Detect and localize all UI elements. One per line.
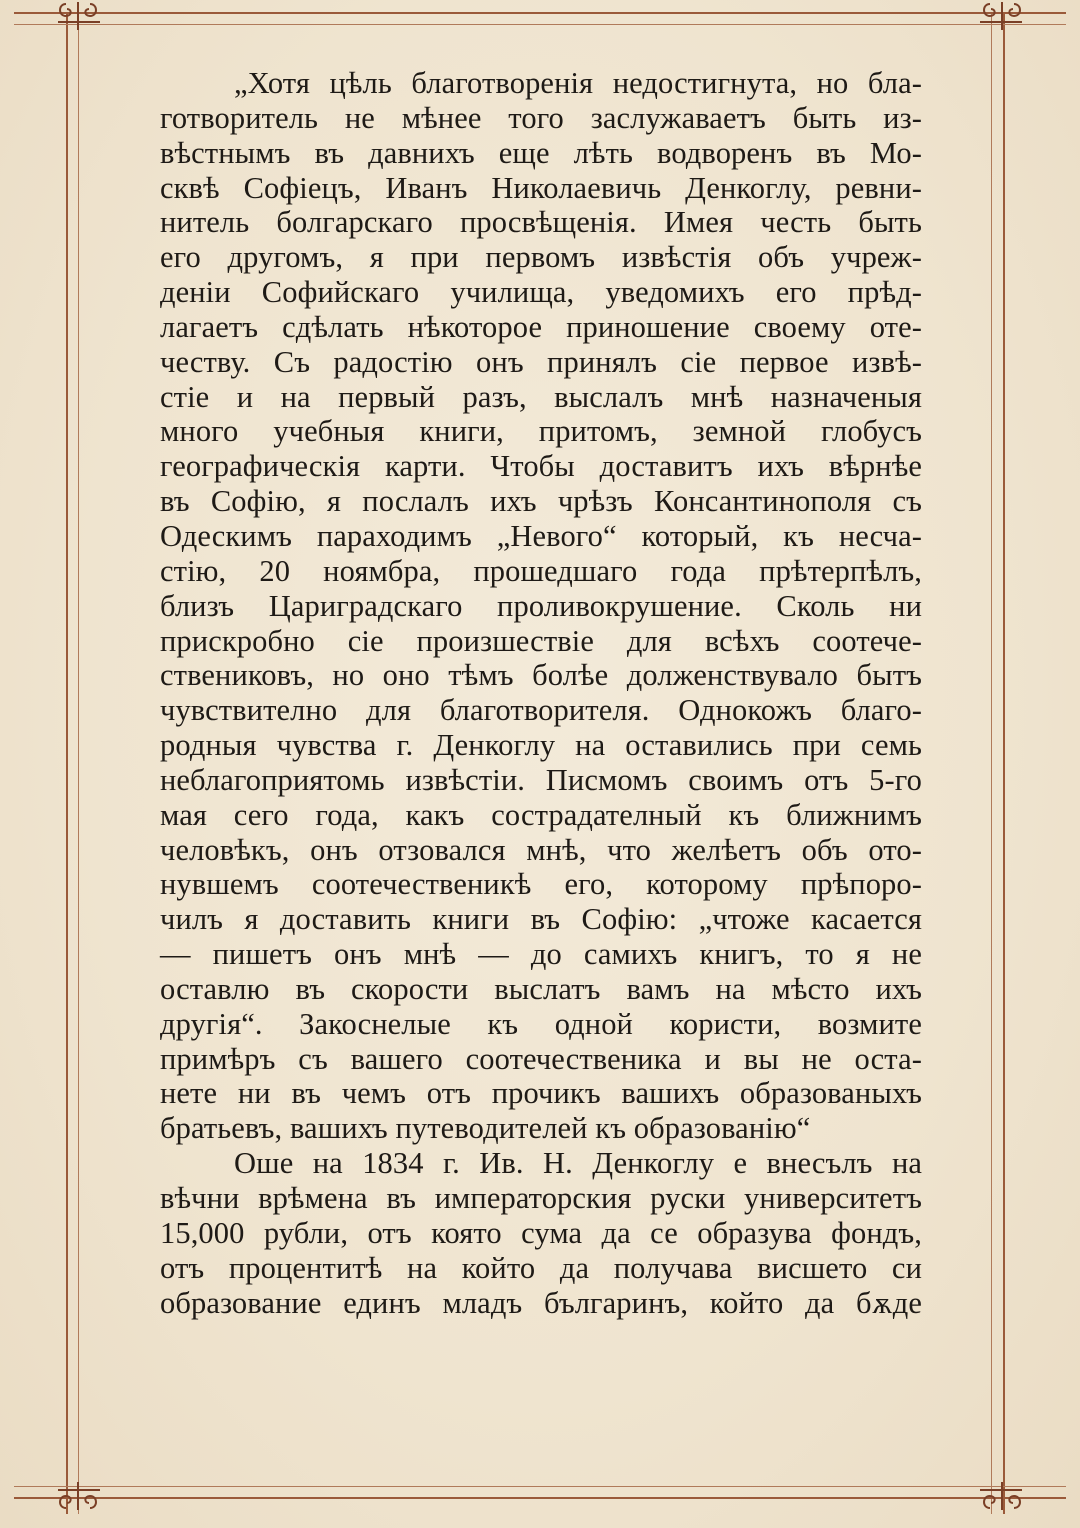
text-line: — пишетъ онъ мнѣ — до самихъ книгъ, то я не xyxy=(160,937,922,972)
text-line: Одескимъ параходимъ „Невого“ который, къ несча- xyxy=(160,518,922,553)
text-line: человѣкъ, онъ отзовался мнѣ, что желѣетъ объ ото- xyxy=(160,832,922,867)
text-line: оставлю въ скорости выслатъ вамъ на мѣсто ихъ xyxy=(160,971,922,1006)
text-line: чилъ я доставить книги въ Софію: „чтоже касается xyxy=(160,902,922,937)
text-line: нитель болгарскаго просвѣщенія. Имея честь быть xyxy=(160,205,922,240)
text-line: чувствително для благотворителя. Однокожъ благо- xyxy=(160,693,922,728)
text-line: прискробно сіе произшествіе для всѣхъ соотече- xyxy=(160,623,922,658)
frame-line-bottom-outer xyxy=(14,1497,1066,1499)
corner-ornament-top-right-icon xyxy=(972,0,1032,34)
text-line: нувшемъ соотечественикѣ его, которому прѣпоро- xyxy=(160,867,922,902)
text-line: Оше на 1834 г. Ив. Н. Денкоглу е внесълъ на xyxy=(234,1146,922,1181)
text-line: отъ процентитѣ на който да получава висшето си xyxy=(160,1250,922,1285)
text-line: лагаетъ сдѣлать нѣкоторое приношение своему оте- xyxy=(160,309,922,344)
frame-line-left-inner xyxy=(78,14,79,1514)
text-line: стію, 20 ноямбра, прошедшаго года прѣтерпѣлъ, xyxy=(160,553,922,588)
corner-ornament-top-left-icon xyxy=(48,0,108,34)
text-line: нете ни въ чемъ отъ прочикъ вашихъ образованыхъ xyxy=(160,1076,922,1111)
body-text xyxy=(160,66,922,1320)
text-line: ствениковъ, но оно тѣмъ болѣе долженствувало бытъ xyxy=(160,658,922,693)
text-line: его другомъ, я при первомъ извѣстія объ учреж- xyxy=(160,240,922,275)
frame-line-left-outer xyxy=(66,14,68,1514)
text-line: родныя чувства г. Денкоглу на оставились при семь xyxy=(160,728,922,763)
corner-ornament-bottom-left-icon xyxy=(48,1478,108,1512)
text-line: близъ Цариградскаго проливокрушение. Сколь ни xyxy=(160,588,922,623)
text-line: примѣръ съ вашего соотечественика и вы не оста- xyxy=(160,1041,922,1076)
frame-line-top-outer xyxy=(14,12,1066,14)
text-line: въ Софію, я послалъ ихъ чрѣзъ Консантинополя съ xyxy=(160,484,922,519)
frame-line-right-inner xyxy=(991,14,992,1514)
text-line: вѣчни врѣмена въ императорския руски университетъ xyxy=(160,1181,922,1215)
frame-line-top-inner xyxy=(14,24,1066,25)
text-line: 15,000 рубли, отъ която сума да се образува фондъ, xyxy=(160,1215,922,1250)
text-line: географическія карти. Чтобы доставитъ ихъ вѣрнѣе xyxy=(160,449,922,484)
text-line: стіе и на первый разъ, выслалъ мнѣ назначеныя xyxy=(160,379,922,414)
text-line: готворитель не мѣнее того заслужаваетъ быть из- xyxy=(160,100,922,135)
text-line: сквѣ Софіецъ, Иванъ Николаевичь Денкоглу, ревни- xyxy=(160,170,922,205)
text-line: мая сего года, какъ сострадателный къ ближнимъ xyxy=(160,797,922,832)
text-line: другія“. Закоснелые къ одной користи, возмите xyxy=(160,1006,922,1041)
text-line: неблагоприятомь извѣстіи. Писмомъ своимъ отъ 5-го xyxy=(160,762,922,797)
text-line: деніи Софийскаго училища, уведомихъ его прѣд- xyxy=(160,275,922,310)
text-line: братьевъ, вашихъ путеводителей къ образованію“ xyxy=(160,1111,811,1146)
frame-line-right-outer xyxy=(1003,14,1005,1514)
text-line: много учебныя книги, притомъ, земной глобусъ xyxy=(160,414,922,449)
corner-ornament-bottom-right-icon xyxy=(972,1478,1032,1512)
frame-line-bottom-inner xyxy=(14,1486,1066,1487)
text-line: образование единъ младъ българинъ, който да бѫде xyxy=(160,1285,922,1320)
text-line: честву. Съ радостію онъ принялъ сіе первое извѣ- xyxy=(160,344,922,379)
text-line: „Хотя цѣль благотворенія недостигнута, но бла- xyxy=(234,66,922,100)
text-line: вѣстнымъ въ давнихъ еще лѣть водворенъ въ Мо- xyxy=(160,135,922,170)
